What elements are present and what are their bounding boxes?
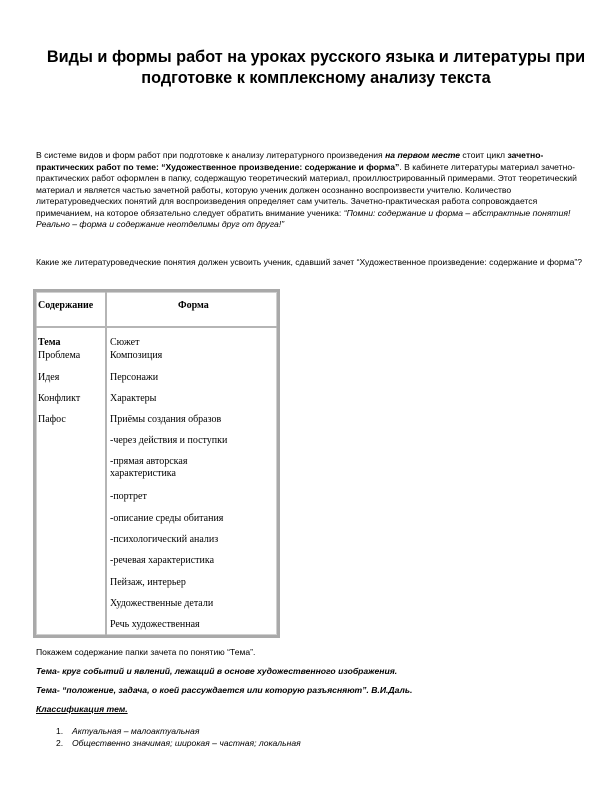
table-header-divider [36,326,277,328]
definition-1: Тема- круг событий и явлений, лежащий в основе художественного изображения. [36,666,398,676]
form-cell: -речевая характеристика [110,555,215,566]
intro-text: . В кабинете литературы материал зачетно-практических работ оформлен в папку, содержащую теоретический материал, проиллюстрированный примерами. Этот теоретический материал и является частью зачетной работы, которую ученик должен осознанно воспроизвести учителю. Количество литературоведческих понятий для воспроизведения определяет сам учитель. Зачетно-практическая работа сопровождается примечанием, на которое обязательно следует обратить внимание ученика: [36,161,577,218]
form-cell: Речь художественная [110,619,200,630]
list-text: Общественно значимая; широкая – частная; локальная [72,738,301,748]
form-cell: Персонажи [110,372,159,383]
form-cell: Художественные детали [110,598,214,609]
intro-emphasis: на первом месте [385,150,461,160]
form-cell: -портрет [110,491,147,502]
list-text: Актуальная – малоактуальная [72,726,200,736]
form-cell: -прямая авторская характеристика [110,456,188,479]
list-item [56,738,301,750]
list-number: 2. [56,738,64,748]
form-cell: Композиция [110,350,163,361]
intro-text: В системе видов и форм работ при подготовке к анализу литературного произведения [36,150,386,160]
form-cell: -описание среды обитания [110,513,224,524]
intro-bold: зачетно-практических работ по теме: “Художественное произведение: содержание и форма” [36,150,544,172]
form-cell: Сюжет [110,337,140,348]
page-title: Виды и формы работ на уроках русского языка и литературы при подготовке к комплексному анализу текста [46,48,586,87]
list-number: 1. [56,726,64,736]
form-cell: -психологический анализ [110,534,219,545]
header-form: Форма [178,300,209,311]
form-cell: -через действия и поступки [110,435,228,446]
intro-quote: “Помни: содержание и форма – абстрактные понятия! Реально – форма и содержание неотделимы друг от друга!” [36,207,571,229]
after-table-text: Покажем содержание папки зачета по понятию “Тема”. [36,647,256,657]
table-column-divider [105,292,107,635]
intro-text: стоит цикл [460,150,508,160]
form-cell: Пейзаж, интерьер [110,577,186,588]
content-form-table [33,289,280,638]
form-cell: Приёмы создания образов [110,414,222,425]
intro-paragraph [36,150,586,231]
classification-heading: Классификация тем. [36,704,128,714]
question-paragraph: Какие же литературоведческие понятия должен усвоить ученик, сдавший зачет “Художественное произведение: содержание и форма”? [36,257,583,267]
content-cell: Тема [38,337,61,348]
header-content: Содержание [38,300,94,311]
content-cell: Проблема [38,350,81,361]
content-cell: Идея [38,372,60,383]
form-cell: Характеры [110,393,157,404]
definition-2: Тема- “положение, задача, о коей рассуждается или которую разъясняют”. В.И.Даль. [36,685,413,695]
content-cell: Конфликт [38,393,81,404]
content-cell: Пафос [38,414,66,425]
list-item [56,726,199,738]
